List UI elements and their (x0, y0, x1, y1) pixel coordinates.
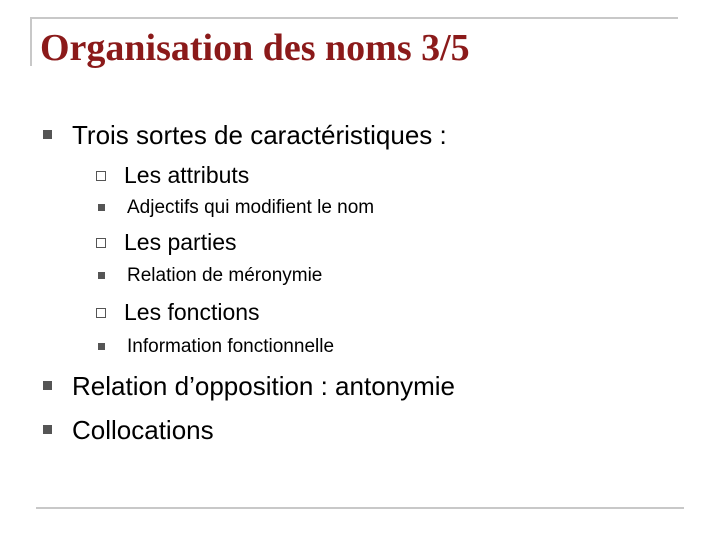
square-bullet-icon (43, 425, 52, 434)
bullet-item-attributs: Les attributs (124, 162, 250, 188)
bullet-item-caracteristiques: Trois sortes de caractéristiques : (72, 120, 447, 150)
hollow-square-bullet-icon (96, 171, 106, 181)
bullet-item-parties: Les parties (124, 229, 237, 255)
bullet-item-meronymie: Relation de méronymie (127, 265, 323, 286)
square-bullet-icon (98, 272, 105, 279)
square-bullet-icon (98, 204, 105, 211)
slide-frame-top-border (30, 17, 678, 19)
square-bullet-icon (98, 343, 105, 350)
slide-title: Organisation des noms 3/5 (40, 27, 470, 69)
bullet-item-fonctions: Les fonctions (124, 299, 260, 325)
square-bullet-icon (43, 381, 52, 390)
hollow-square-bullet-icon (96, 308, 106, 318)
bullet-item-adjectifs: Adjectifs qui modifient le nom (127, 197, 375, 218)
bullet-item-opposition: Relation d’opposition : antonymie (72, 371, 456, 401)
bullet-item-collocations: Collocations (72, 415, 214, 445)
hollow-square-bullet-icon (96, 238, 106, 248)
slide-frame-left-border (30, 17, 32, 66)
slide-bottom-rule (36, 507, 684, 509)
bullet-item-information: Information fonctionnelle (127, 336, 335, 357)
square-bullet-icon (43, 130, 52, 139)
